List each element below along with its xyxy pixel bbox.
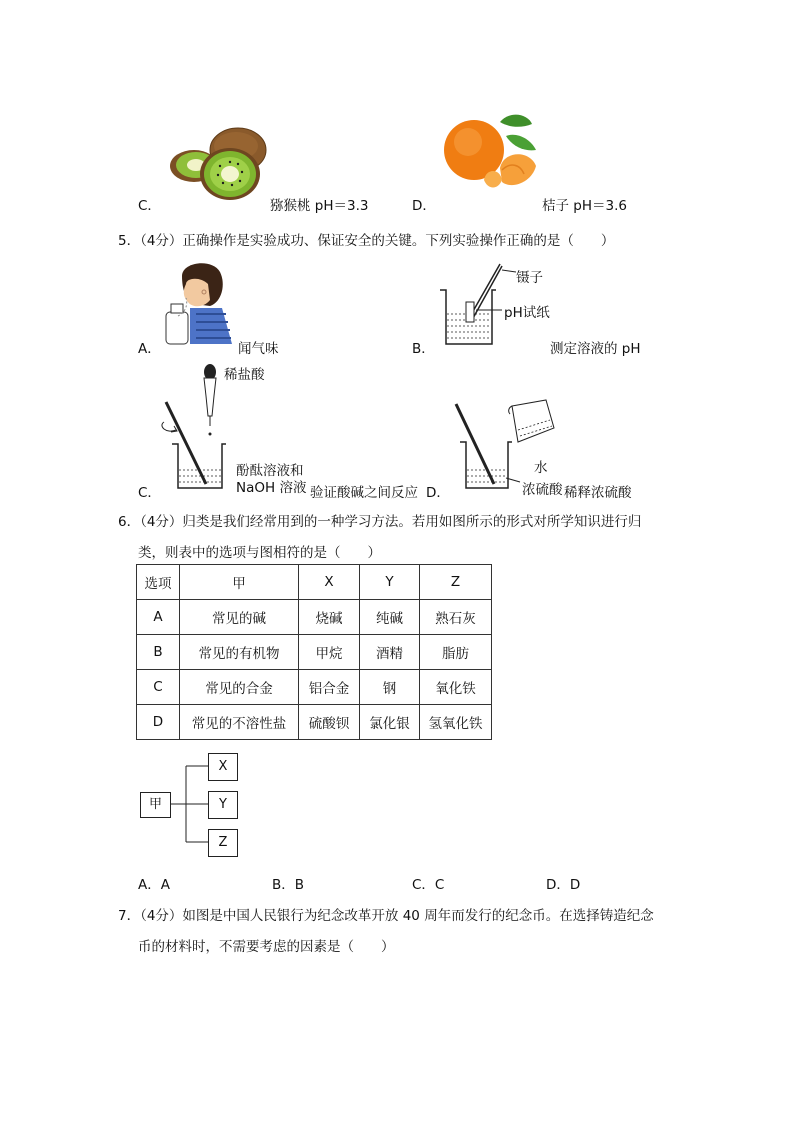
table-cell: 氧化铁 — [420, 670, 492, 705]
q5-stem: 5．（4分）正确操作是实验成功、保证安全的关键。下列实验操作正确的是（ ） — [118, 233, 615, 249]
table-header-cell: Z — [420, 565, 492, 600]
table-cell: 氯化银 — [360, 705, 420, 740]
kiwi-image — [166, 120, 270, 204]
q4-option-c-letter: C． — [138, 198, 161, 214]
table-cell: A — [137, 600, 180, 635]
table-row — [137, 635, 492, 670]
ph-paper-label: pH试纸 — [504, 305, 550, 321]
table-cell: 常见的合金 — [180, 670, 299, 705]
q6-stem-line2: 类，则表中的选项与图相符的是（ ） — [138, 545, 381, 561]
table-cell: 常见的碱 — [180, 600, 299, 635]
table-cell: 酒精 — [360, 635, 420, 670]
table-header-cell: X — [299, 565, 360, 600]
smelling-figure — [160, 258, 240, 348]
water-label: 水 — [534, 460, 548, 476]
tree-root-box: 甲 — [140, 792, 171, 818]
orange-image — [440, 110, 544, 196]
conc-acid-label: 浓硫酸 — [522, 482, 563, 498]
q4-option-d-text: 桔子 pH＝3.6 — [542, 198, 627, 214]
tree-connector-lines — [170, 760, 210, 850]
table-cell: 熟石灰 — [420, 600, 492, 635]
q5-option-a-caption: 闻气味 — [238, 341, 279, 357]
dilute-hcl-label: 稀盐酸 — [224, 367, 265, 383]
q5-option-b-caption: 测定溶液的 pH — [550, 341, 641, 357]
table-row — [137, 670, 492, 705]
tweezers-label: 镊子 — [516, 270, 543, 286]
q6-answer-d: D．D — [546, 877, 581, 893]
q6-answer-c: C．C — [412, 877, 445, 893]
phenolphthalein-label-line2: NaOH 溶液 — [236, 480, 307, 496]
table-cell: B — [137, 635, 180, 670]
table-cell: 脂肪 — [420, 635, 492, 670]
table-cell: 硫酸钡 — [299, 705, 360, 740]
table-cell: 甲烷 — [299, 635, 360, 670]
table-cell: 烧碱 — [299, 600, 360, 635]
q6-stem-line1: 6．（4分）归类是我们经常用到的一种学习方法。若用如图所示的形式对所学知识进行归 — [118, 514, 642, 530]
table-cell: 氢氧化铁 — [420, 705, 492, 740]
table-header-cell: 甲 — [180, 565, 299, 600]
table-cell: 常见的有机物 — [180, 635, 299, 670]
table-cell: D — [137, 705, 180, 740]
classification-table — [136, 564, 492, 740]
q5-option-b-letter: B． — [412, 341, 435, 357]
table-header-cell: 选项 — [137, 565, 180, 600]
phenolphthalein-label-line1: 酚酞溶液和 — [236, 463, 304, 479]
q7-stem-line1: 7．（4分）如图是中国人民银行为纪念改革开放 40 周年而发行的纪念币。在选择铸造纪念 — [118, 908, 654, 924]
q5-option-d-letter: D． — [426, 485, 450, 501]
q5-option-c-letter: C． — [138, 485, 161, 501]
table-row — [137, 600, 492, 635]
table-cell: C — [137, 670, 180, 705]
table-header-row — [137, 565, 492, 600]
acid-base-figure — [160, 360, 230, 494]
q5-option-d-caption: 稀释浓硫酸 — [564, 485, 632, 501]
table-cell: 纯碱 — [360, 600, 420, 635]
tree-x-box: X — [208, 753, 238, 781]
tree-y-box: Y — [208, 791, 238, 819]
q4-option-d-letter: D． — [412, 198, 436, 214]
table-cell: 常见的不溶性盐 — [180, 705, 299, 740]
q5-option-c-caption: 验证酸碱之间反应 — [310, 485, 418, 501]
q6-answer-b: B．B — [272, 877, 305, 893]
table-cell: 钢 — [360, 670, 420, 705]
q6-answer-a: A．A — [138, 877, 170, 893]
q7-stem-line2: 币的材料时，不需要考虑的因素是（ ） — [138, 939, 395, 955]
q4-option-c-text: 猕猴桃 pH＝3.3 — [270, 198, 369, 214]
table-header-cell: Y — [360, 565, 420, 600]
tree-z-box: Z — [208, 829, 238, 857]
q5-option-a-letter: A． — [138, 341, 161, 357]
table-cell: 铝合金 — [299, 670, 360, 705]
table-row — [137, 705, 492, 740]
